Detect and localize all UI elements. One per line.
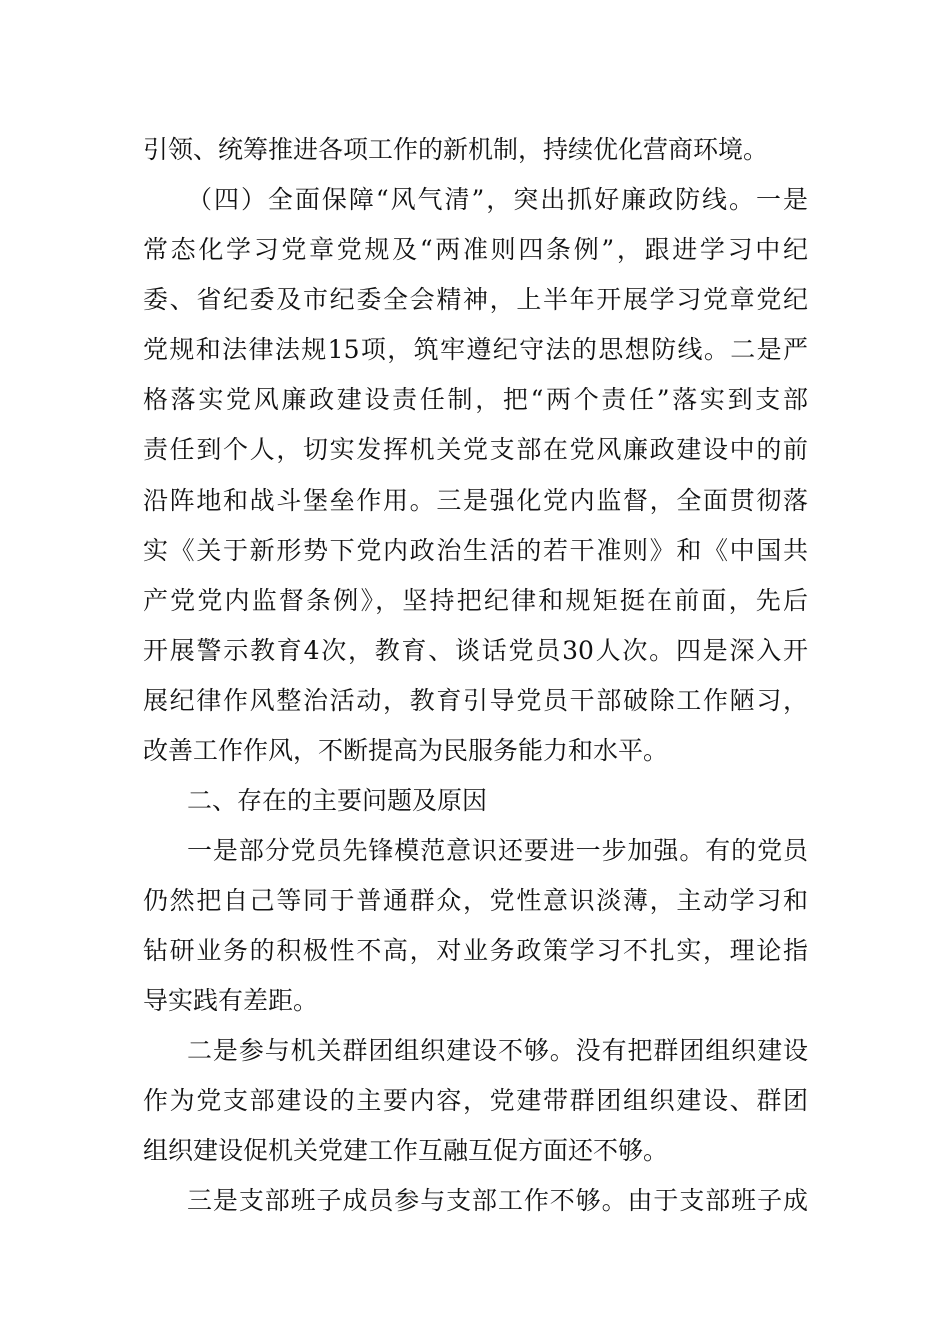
problem-two-line: 二是参与机关群团组织建设不够。没有把群团组织建设 <box>187 1036 808 1065</box>
text-line: 格落实党风廉政建设责任制，把“两个责任”落实到支部 <box>143 385 808 414</box>
text-line: 导实践有差距。 <box>143 986 319 1015</box>
text-line: 引领、统筹推进各项工作的新机制，持续优化营商环境。 <box>143 135 769 164</box>
text-line: 常态化学习党章党规及“两准则四条例”，跟进学习中纪 <box>143 235 808 264</box>
text-line: 改善工作作风，不断提高为民服务能力和水平。 <box>143 736 669 765</box>
text-line: 作为党支部建设的主要内容，党建带群团组织建设、群团 <box>143 1086 808 1115</box>
text-line: 责任到个人，切实发挥机关党支部在党风廉政建设中的前 <box>143 435 808 464</box>
text-line: 委、省纪委及市纪委全会精神，上半年开展学习党章党纪 <box>143 285 808 314</box>
text-line: 产党党内监督条例》，坚持把纪律和规矩挺在前面，先后 <box>143 586 808 615</box>
text-line: 开展警示教育4次，教育、谈话党员30人次。四是深入开 <box>143 636 808 665</box>
text-line: 钻研业务的积极性不高，对业务政策学习不扎实，理论指 <box>143 936 808 965</box>
text-line: 组织建设促机关党建工作互融互促方面还不够。 <box>143 1136 669 1165</box>
section-four-heading-line: （四）全面保障“风气清”，突出抓好廉政防线。一是 <box>187 185 808 214</box>
text-line: 党规和法律法规15项，筑牢遵纪守法的思想防线。二是严 <box>143 335 808 364</box>
text-line: 沿阵地和战斗堡垒作用。三是强化党内监督，全面贯彻落 <box>143 486 808 515</box>
text-line: 仍然把自己等同于普通群众，党性意识淡薄，主动学习和 <box>143 886 808 915</box>
text-line: 展纪律作风整治活动，教育引导党员干部破除工作陋习， <box>143 686 808 715</box>
section-heading: 二、存在的主要问题及原因 <box>187 786 488 815</box>
problem-one-line: 一是部分党员先锋模范意识还要进一步加强。有的党员 <box>187 836 808 865</box>
text-line: 实《关于新形势下党内政治生活的若干准则》和《中国共 <box>143 536 808 565</box>
problem-three-line: 三是支部班子成员参与支部工作不够。由于支部班子成 <box>187 1186 808 1215</box>
